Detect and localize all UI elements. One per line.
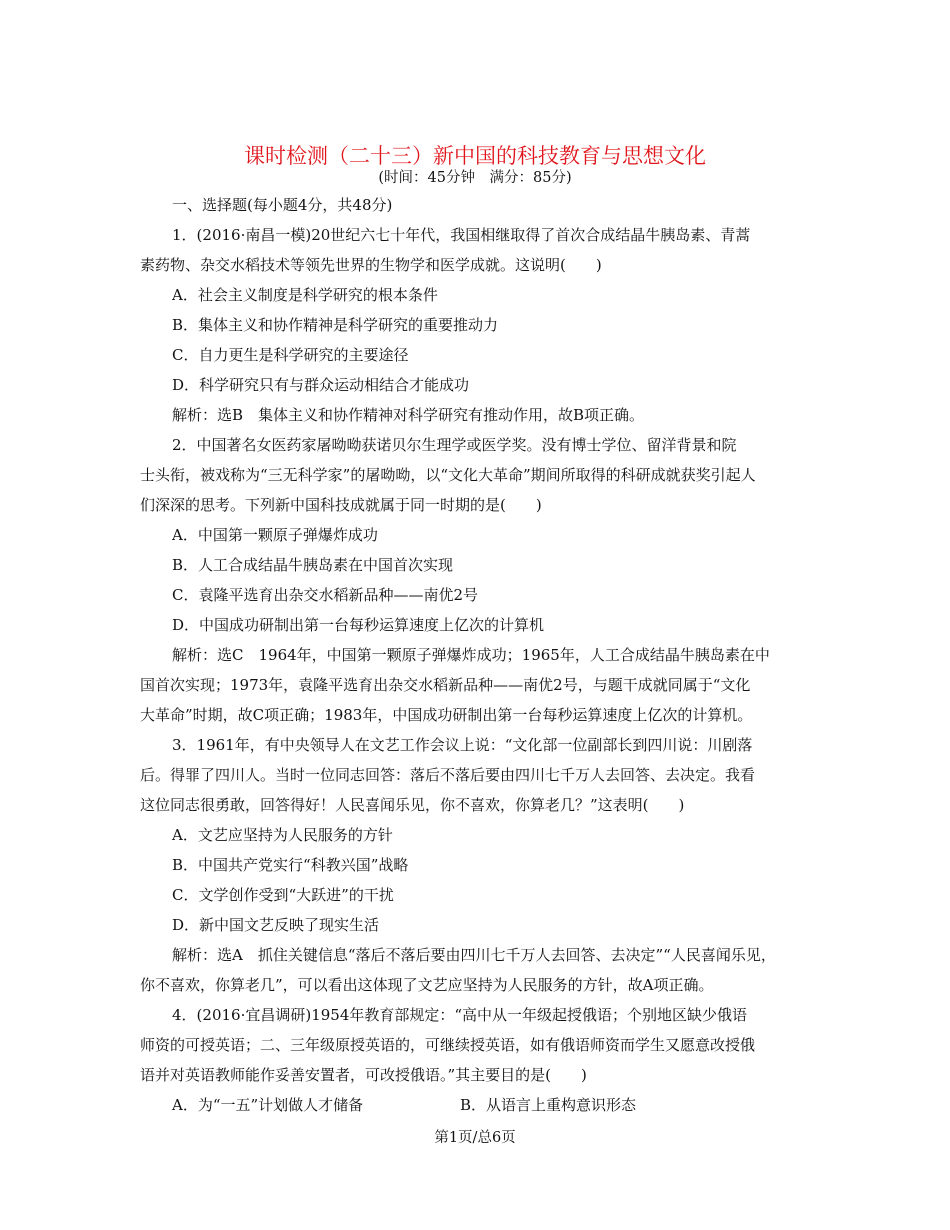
question-2-line-3: 们深深的思考。下列新中国科技成就属于同一时期的是( )	[140, 496, 542, 514]
question-3-analysis-line-1: 解析：选A 抓住关键信息“落后不落后要由四川七千万人去回答、去决定”“人民喜闻乐见，	[172, 946, 776, 964]
question-2-option-d: D．中国成功研制出第一台每秒运算速度上亿次的计算机	[172, 616, 545, 634]
question-1-line-1: 1．(2016·南昌一模)20世纪六七十年代，我国相继取得了首次合成结晶牛胰岛素、青蒿	[172, 226, 751, 244]
question-2-analysis-line-1: 解析：选C 1964年，中国第一颗原子弹爆炸成功；1965年，人工合成结晶牛胰岛素在中	[172, 646, 770, 664]
question-1-analysis: 解析：选B 集体主义和协作精神对科学研究有推动作用，故B项正确。	[172, 406, 645, 424]
question-2-analysis-line-2: 国首次实现；1973年，袁隆平选育出杂交水稻新品种——南优2号，与题干成就同属于“文化	[140, 676, 751, 694]
question-2-line-2: 士头衔，被戏称为“三无科学家”的屠呦呦，以“文化大革命”期间所取得的科研成就获奖引起人	[140, 466, 756, 484]
question-4-option-a: A．为“一五”计划做人才储备	[172, 1096, 364, 1114]
question-4-line-2: 师资的可授英语；二、三年级原授英语的，可继续授英语，如有俄语师资而学生又愿意改授俄	[140, 1036, 756, 1054]
question-2-option-a: A．中国第一颗原子弹爆炸成功	[172, 526, 378, 544]
page-footer: 第1页/总6页	[434, 1130, 516, 1146]
question-2-line-1: 2．中国著名女医药家屠呦呦获诺贝尔生理学或医学奖。没有博士学位、留洋背景和院	[172, 436, 737, 454]
question-1-line-2: 素药物、杂交水稻技术等领先世界的生物学和医学成就。这说明( )	[140, 256, 602, 274]
question-3-option-c: C．文学创作受到“大跃进”的干扰	[172, 886, 394, 904]
section-heading: 一、选择题(每小题4分，共48分)	[172, 196, 393, 214]
question-3-line-3: 这位同志很勇敢，回答得好！人民喜闻乐见，你不喜欢，你算老几？”这表明( )	[140, 796, 685, 814]
question-1-option-c: C．自力更生是科学研究的主要途径	[172, 346, 409, 364]
question-3-analysis-line-2: 你不喜欢，你算老几”，可以看出这体现了文艺应坚持为人民服务的方针，故A项正确。	[140, 976, 714, 994]
question-2-option-c: C．袁隆平选育出杂交水稻新品种——南优2号	[172, 586, 479, 604]
question-4-line-3: 语并对英语教师能作妥善安置者，可改授俄语。”其主要目的是( )	[140, 1066, 587, 1084]
question-4-options-row-1	[140, 1090, 810, 1120]
page-title: 课时检测（二十三）新中国的科技教育与思想文化	[244, 144, 706, 168]
question-3-line-1: 3．1961年，有中央领导人在文艺工作会议上说：“文化部一位副部长到四川说：川剧落	[172, 736, 753, 754]
document-body	[140, 190, 810, 1120]
question-3-line-2: 后。得罪了四川人。当时一位同志回答：落后不落后要由四川七千万人去回答、去决定。我看	[140, 766, 756, 784]
question-1-option-a: A．社会主义制度是科学研究的根本条件	[172, 286, 438, 304]
question-2-analysis-line-3: 大革命”时期，故C项正确；1983年，中国成功研制出第一台每秒运算速度上亿次的计算机。	[140, 706, 753, 724]
question-4-line-1: 4．(2016·宜昌调研)1954年教育部规定：“高中从一年级起授俄语；个别地区缺少俄语	[172, 1006, 748, 1024]
question-3-option-a: A．文艺应坚持为人民服务的方针	[172, 826, 393, 844]
question-1-option-d: D．科学研究只有与群众运动相结合才能成功	[172, 376, 470, 394]
question-3-option-d: D．新中国文艺反映了现实生活	[172, 916, 380, 934]
question-1-option-b: B．集体主义和协作精神是科学研究的重要推动力	[172, 316, 499, 334]
page-subtitle: (时间：45分钟 满分：85分)	[378, 170, 572, 186]
question-3-option-b: B．中国共产党实行“科教兴国”战略	[172, 856, 409, 874]
question-2-option-b: B．人工合成结晶牛胰岛素在中国首次实现	[172, 556, 454, 574]
question-4-option-b: B．从语言上重构意识形态	[460, 1096, 637, 1114]
